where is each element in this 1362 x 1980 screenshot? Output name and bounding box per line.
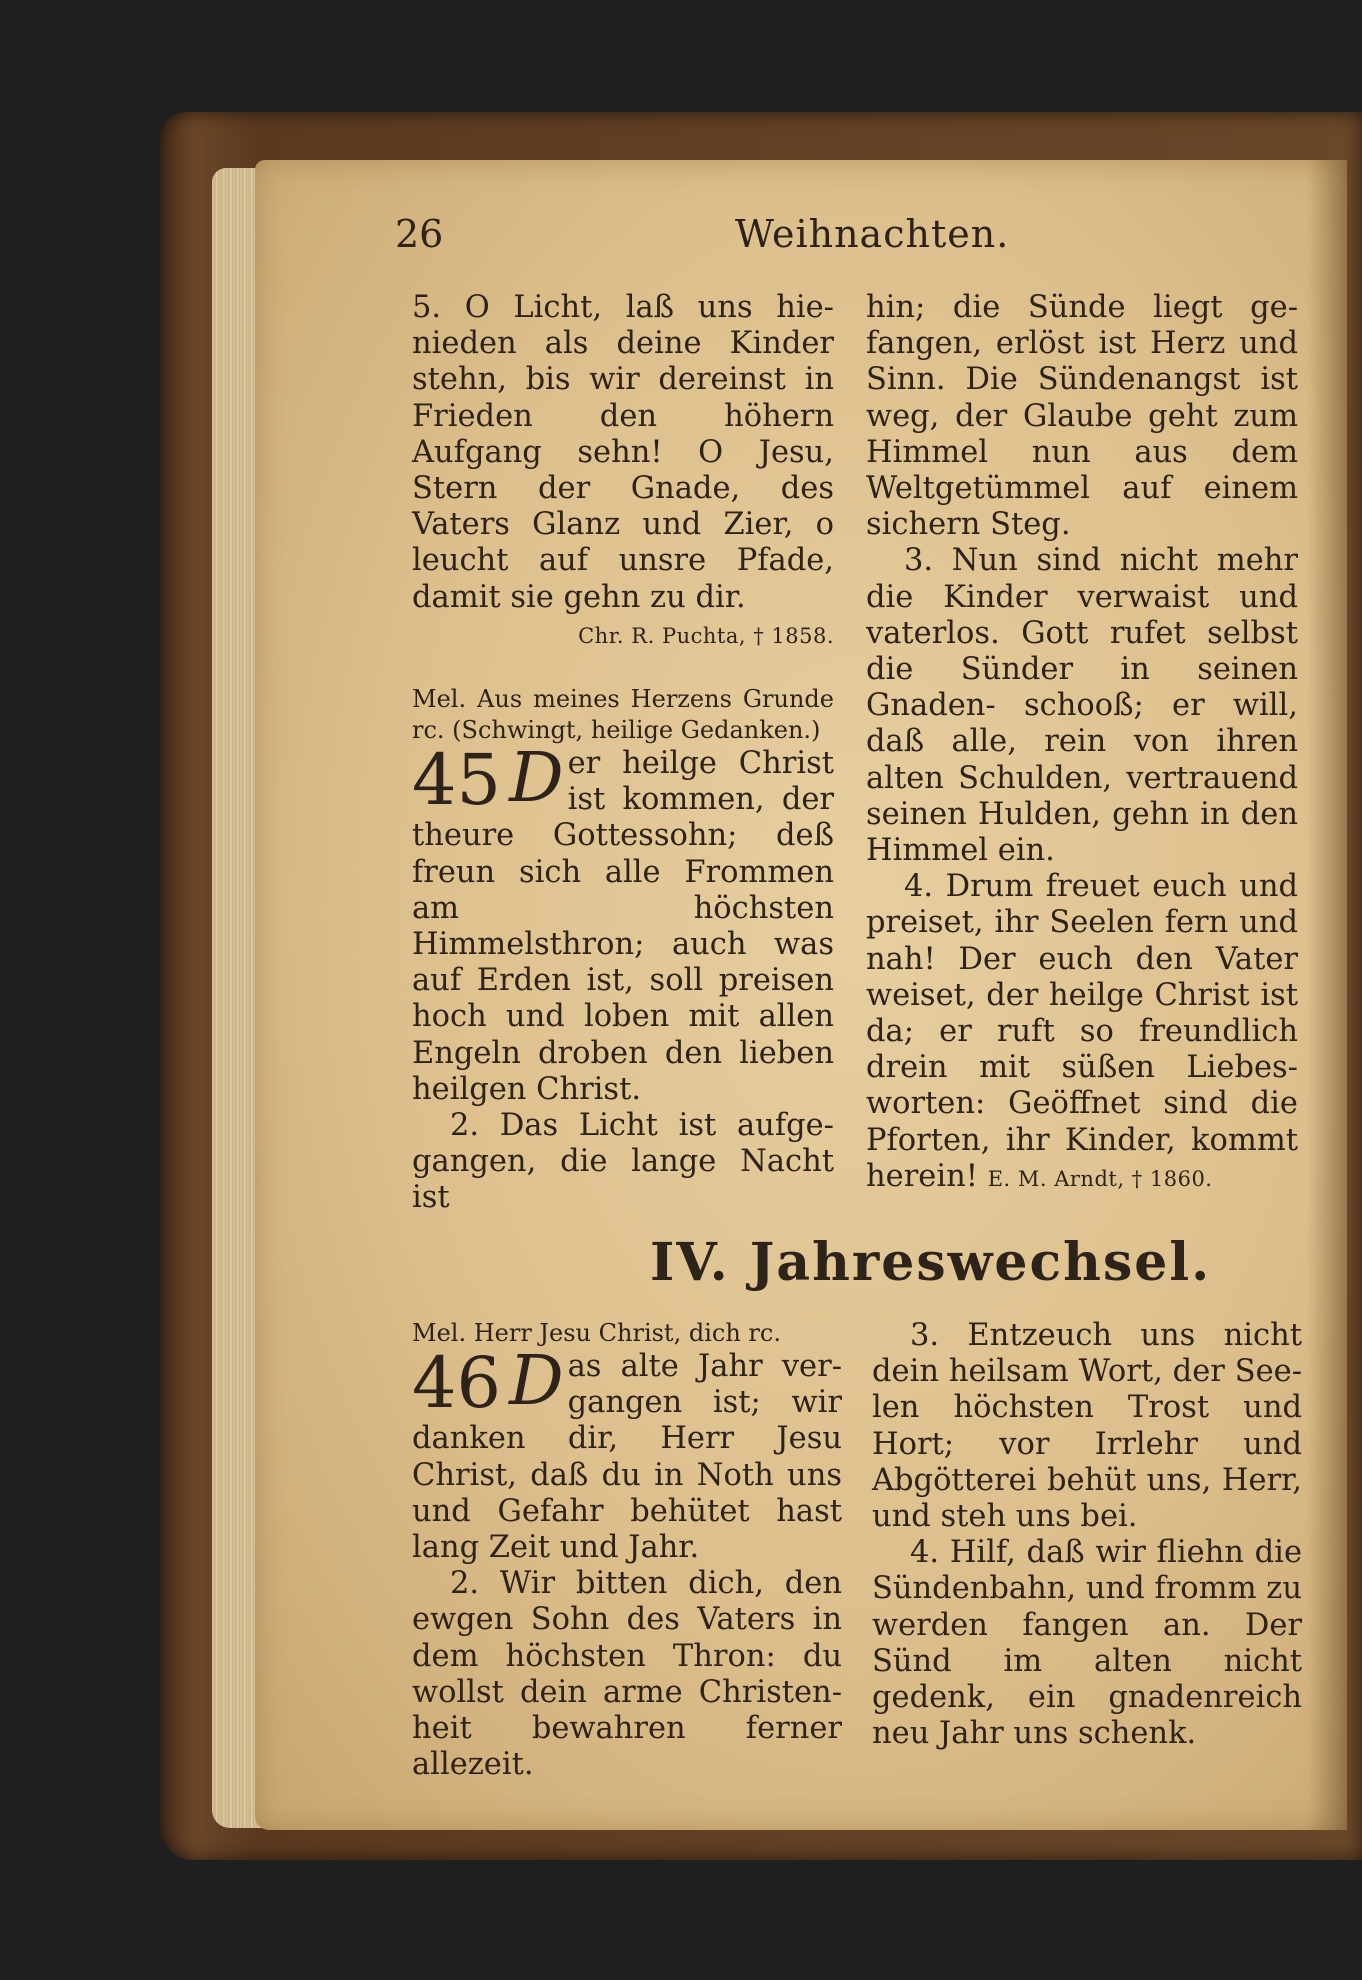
verse-continuation: hin; die Sünde liegt ge- fangen, erlöst ist Herz und Sinn. Die Sündenangst ist weg, der Glaube geht zum Himmel nun aus dem Weltgetümmel auf einem sichern Steg. [866, 290, 1298, 543]
column-lower-right [872, 1318, 1302, 1752]
drop-cap: D [509, 1342, 564, 1421]
verse-5: 5. O Licht, laß uns hie- nieden als deine Kinder stehn, bis wir dereinst in Frieden den höhern Aufgang sehn! O Jesu, Stern der Gnade, des Vaters Glanz und Zier, o leucht auf unsre Pfade, damit sie gehn zu dir. [412, 290, 834, 615]
column-lower-left [412, 1318, 842, 1783]
verse-3: 3. Nun sind nicht mehr die Kinder verwaist und vaterlos. Gott rufet selbst die Sünder in seinen Gnaden- schooß; er will, daß alle, rein von ihren alten Schulden, vertrauend seinen Hulden, gehn in den Himmel ein. [866, 543, 1298, 869]
hymn-number: 46 [412, 1342, 502, 1424]
page-gutter-shadow [1307, 160, 1347, 1830]
hymn-number: 45 [412, 739, 502, 822]
melody-line: Mel. Aus meines Herzens Grunde rc. (Schwingt, heilige Gedanken.) [412, 685, 834, 745]
section-title: IV. Jahreswechsel. [650, 1232, 1212, 1293]
hymn-46 [412, 1342, 842, 1566]
verse-2: 2. Das Licht ist aufge- gangen, die lange Nacht ist [412, 1108, 834, 1216]
melody-line: Mel. Herr Jesu Christ, dich rc. [412, 1319, 781, 1347]
running-title: Weihnachten. [735, 212, 1010, 256]
hymn-text: er heilge Christ ist kommen, der theure Gottessohn; deß freun sich alle Frommen am höchsten Himmelsthron; auch was auf Erden ist, soll preisen hoch und loben mit allen Engeln droben den lieben heilgen Christ. [412, 746, 834, 1107]
column-upper-left [412, 290, 834, 1217]
column-upper-right [866, 290, 1298, 1197]
hymn-45 [412, 739, 834, 1108]
author-credit: Chr. R. Puchta, † 1858. [578, 623, 834, 648]
drop-cap: D [509, 739, 564, 819]
verse-3: 3. Entzeuch uns nicht dein heilsam Wort, der See- len höchsten Trost und Hort; vor Irrlehr und Abgötterei behüt uns, Herr, und steh uns bei. [872, 1318, 1302, 1535]
author-credit: E. M. Arndt, † 1860. [987, 1166, 1213, 1191]
page-number: 26 [395, 212, 444, 256]
page-header [395, 212, 1325, 264]
verse-4: 4. Drum freuet euch und preiset, ihr Seelen fern und nah! Der euch den Vater weiset, der heilge Christ ist da; er ruft so freundlich drein mit süßen Liebes- worten: Geöffnet sind die Pforten, ihr Kinder, kommt herein! E. M. Arndt, † 1860. [866, 869, 1298, 1194]
hymn-text: as alte Jahr ver- gangen ist; wir danken dir, Herr Jesu Christ, daß du in Noth uns und Gefahr behütet hast lang Zeit und Jahr. [412, 1349, 842, 1566]
verse-4: 4. Hilf, daß wir fliehn die Sündenbahn, und fromm zu werden fangen an. Der Sünd im alten nicht gedenk, ein gnadenreich neu Jahr uns schenk. [872, 1535, 1302, 1752]
verse-2: 2. Wir bitten dich, den ewgen Sohn des Vaters in dem höchsten Thron: du wollst dein arme Christen- heit bewahren ferner allezeit. [412, 1566, 842, 1783]
